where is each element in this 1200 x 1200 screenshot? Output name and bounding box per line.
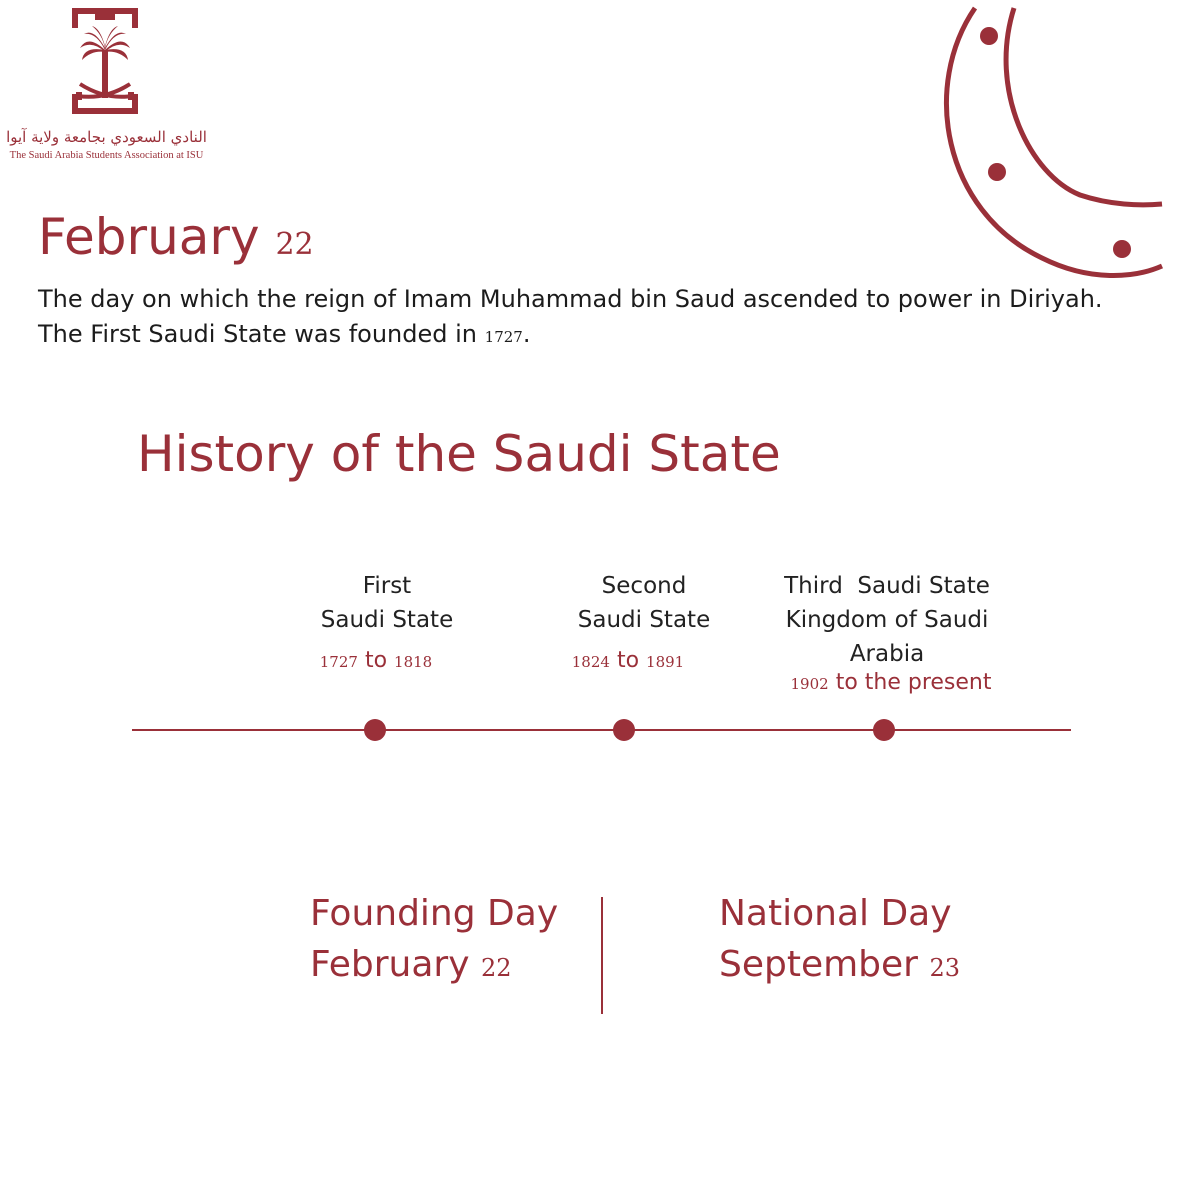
- state-third-from: 1902: [790, 675, 829, 693]
- state-second-range: [528, 648, 728, 673]
- national-day-month: September: [719, 944, 918, 985]
- state-first-to: 1818: [394, 653, 433, 671]
- intro-line-2: [38, 320, 530, 348]
- state-first-connector: to: [364, 648, 388, 673]
- national-day-title: National Day: [719, 893, 952, 934]
- state-first-from: 1727: [319, 653, 358, 671]
- intro-line-2-suffix: .: [522, 320, 531, 348]
- logo-arabic-name: النادي السعودي بجامعة ولاية آيوا: [6, 128, 207, 146]
- founding-day-date: [310, 939, 558, 994]
- founding-day-title: Founding Day: [310, 893, 559, 934]
- state-first-range: [276, 648, 476, 673]
- title-month: February: [38, 208, 260, 266]
- state-second-connector: to: [616, 648, 640, 673]
- page-title: [38, 208, 314, 266]
- state-third-line2: Kingdom of Saudi: [785, 607, 989, 633]
- founding-day: [310, 888, 558, 994]
- state-third-name: [756, 569, 1018, 671]
- logo-english-name: The Saudi Arabia Students Association at ISU: [9, 150, 204, 161]
- crescent-moon-icon: [930, 0, 1200, 285]
- title-day: 22: [275, 227, 314, 262]
- state-third-line1: Third Saudi State: [784, 573, 990, 599]
- state-third-line3: Arabia: [849, 641, 925, 667]
- founding-day-number: 22: [480, 954, 512, 982]
- state-second-to: 1891: [646, 653, 685, 671]
- state-first-line1: First: [362, 573, 412, 599]
- national-day-number: 23: [929, 954, 960, 982]
- national-day-date: [719, 939, 960, 994]
- state-second-from: 1824: [571, 653, 610, 671]
- state-second-line1: Second: [601, 573, 687, 599]
- history-title: History of the Saudi State: [137, 425, 781, 483]
- state-second-name: [544, 569, 744, 637]
- founding-day-month: February: [310, 944, 470, 985]
- state-third-connector: to the present: [835, 670, 992, 695]
- state-second-line2: Saudi State: [577, 607, 711, 633]
- state-third-range: [760, 670, 1022, 695]
- timeline-marker-first: [364, 719, 386, 741]
- timeline-marker-second: [613, 719, 635, 741]
- intro-year: 1727: [484, 328, 523, 346]
- timeline-marker-third: [873, 719, 895, 741]
- timeline: [130, 712, 1075, 748]
- intro-line-1: The day on which the reign of Imam Muhammad bin Saud ascended to power in Diriyah.: [38, 285, 1103, 313]
- state-first-line2: Saudi State: [320, 607, 454, 633]
- state-first-name: [287, 569, 487, 637]
- national-day: [719, 888, 960, 994]
- intro-line-2-prefix: The First Saudi State was founded in: [38, 320, 478, 348]
- divider: [601, 897, 603, 1014]
